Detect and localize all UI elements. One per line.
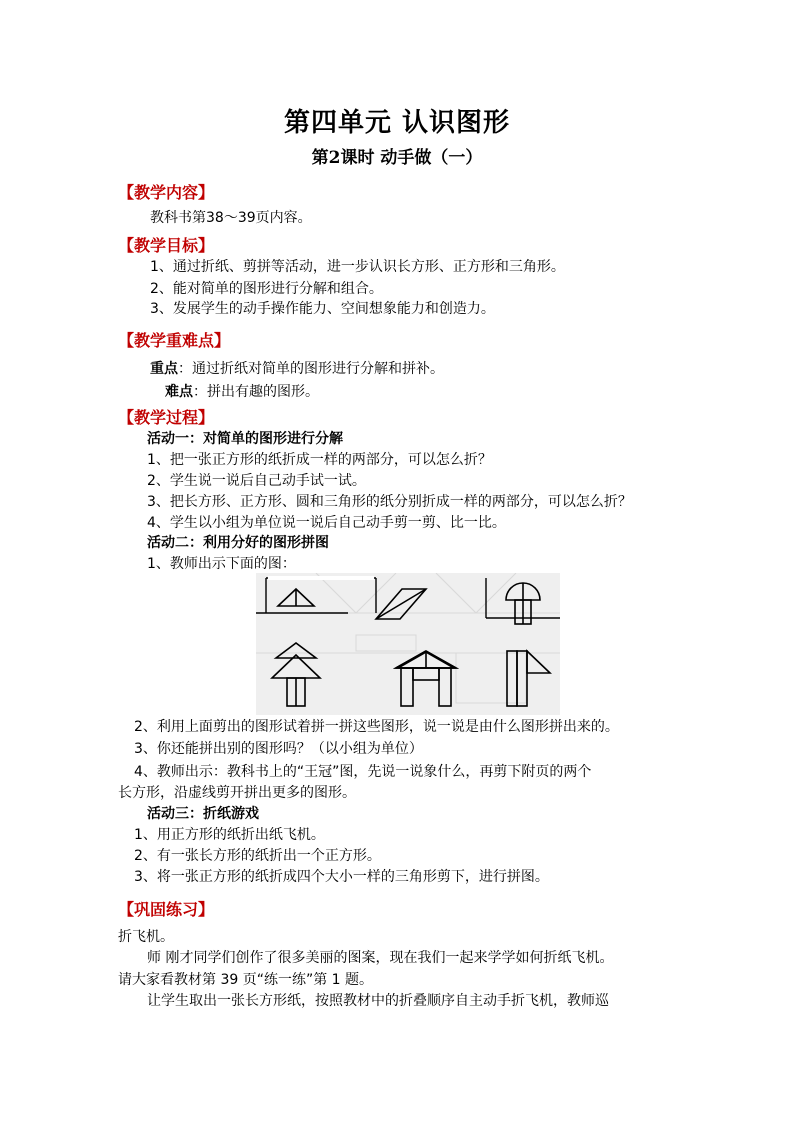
content-text: 教科书第38～39页内容。: [150, 210, 312, 226]
difficulty-label: 难点: [165, 384, 193, 400]
shapes-figure: [256, 573, 560, 715]
practice-line: 师 刚才同学们创作了很多美丽的图案，现在我们一起来学学如何折纸飞机。: [147, 950, 614, 966]
activity2-item: 4、教师出示：教科书上的“王冠”图，先说一说象什么，再剪下附页的两个: [134, 764, 592, 780]
focus-text: ：通过折纸对简单的图形进行分解和拼补。: [178, 361, 444, 377]
shapes-illustration: [256, 573, 560, 715]
activity1-heading: 活动一：对简单的图形进行分解: [147, 431, 343, 447]
goal-item: 1、通过折纸、剪拼等活动，进一步认识长方形、正方形和三角形。: [150, 259, 565, 275]
activity1-item: 1、把一张正方形的纸折成一样的两部分，可以怎么折？: [147, 452, 492, 468]
activity1-item: 3、把长方形、正方形、圆和三角形的纸分别折成一样的两部分，可以怎么折？: [147, 494, 632, 510]
activity1-item: 4、学生以小组为单位说一说后自己动手剪一剪、比一比。: [147, 515, 506, 531]
focus-label: 重点: [150, 361, 178, 377]
difficulty-line: [165, 383, 319, 401]
focus-line: [150, 360, 444, 378]
activity3-item: 1、用正方形的纸折出纸飞机。: [134, 827, 325, 843]
activity2-heading: 活动二：利用分好的图形拼图: [147, 535, 329, 551]
difficulty-text: ：拼出有趣的图形。: [193, 384, 319, 400]
activity1-item: 2、学生说一说后自己动手试一试。: [147, 473, 366, 489]
activity3-item: 3、将一张正方形的纸折成四个大小一样的三角形剪下，进行拼图。: [134, 869, 549, 885]
section-heading-key-points: 【教学重难点】: [118, 331, 231, 350]
section-heading-content: 【教学内容】: [118, 183, 215, 202]
practice-line: 折飞机。: [118, 929, 174, 945]
lesson-subtitle: 第2课时 动手做（一）: [311, 148, 483, 168]
goal-item: 2、能对简单的图形进行分解和组合。: [150, 281, 383, 297]
goal-item: 3、发展学生的动手操作能力、空间想象能力和创造力。: [150, 301, 495, 317]
activity2-item: 3、你还能拼出别的图形吗？（以小组为单位）: [134, 741, 423, 757]
activity2-item: 1、教师出示下面的图：: [147, 556, 296, 572]
practice-line: 请大家看教材第 39 页“练一练”第 1 题。: [118, 972, 374, 988]
page-title: 第四单元 认识图形: [283, 108, 511, 138]
activity3-item: 2、有一张长方形的纸折出一个正方形。: [134, 848, 381, 864]
section-heading-practice: 【巩固练习】: [118, 900, 215, 919]
section-heading-goals: 【教学目标】: [118, 236, 215, 255]
section-heading-process: 【教学过程】: [118, 408, 215, 427]
practice-line: 让学生取出一张长方形纸，按照教材中的折叠顺序自主动手折飞机，教师巡: [147, 993, 609, 1009]
activity2-item: 2、利用上面剪出的图形试着拼一拼这些图形，说一说是由什么图形拼出来的。: [134, 719, 619, 735]
activity3-heading: 活动三：折纸游戏: [147, 806, 259, 822]
activity2-item: 长方形，沿虚线剪开拼出更多的图形。: [118, 785, 356, 801]
